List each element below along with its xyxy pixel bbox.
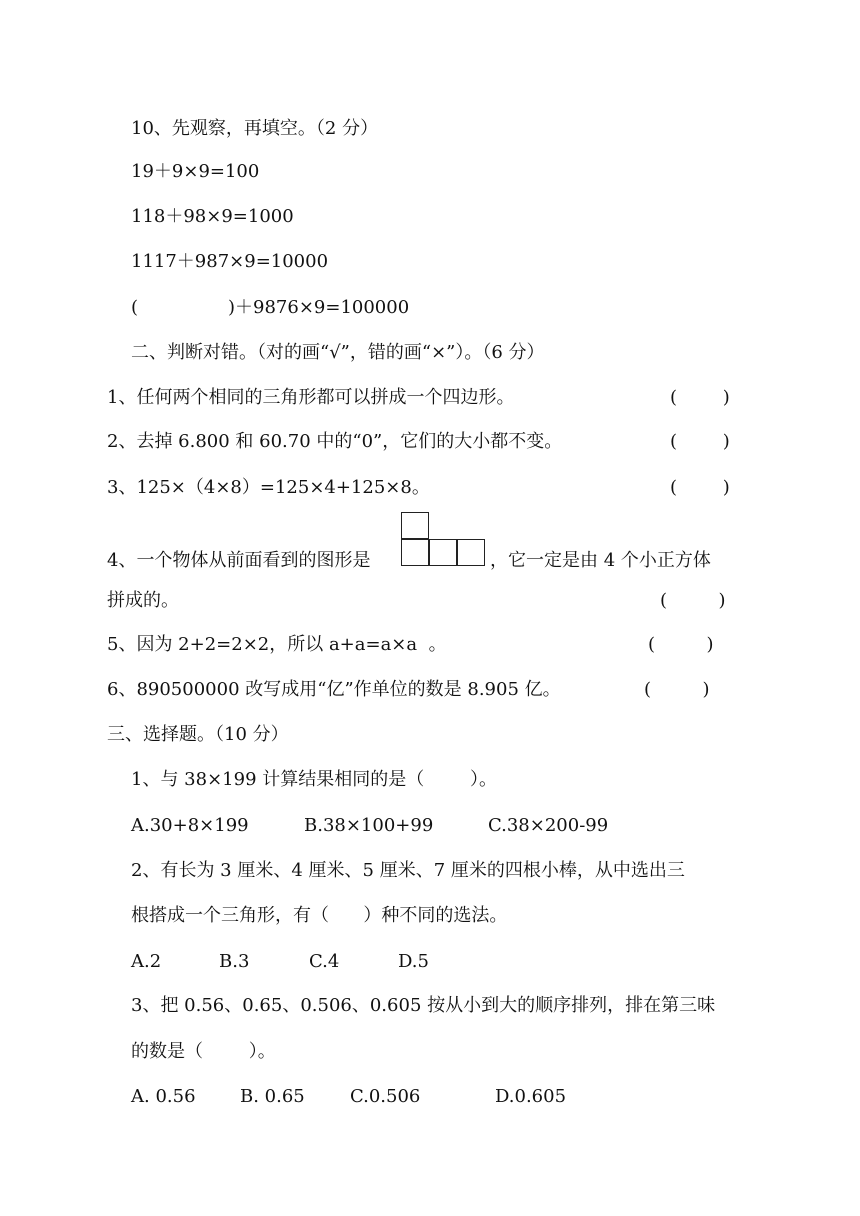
square-bottom-3 (457, 539, 485, 566)
judge-answer-blank-5[interactable]: ( ) (648, 634, 714, 655)
section2-title: 二、判断对错。（对的画“√”，错的画“×”）。（6 分） (131, 342, 545, 363)
judge-item-2: 2、去掉 6.800 和 60.70 中的“0”，它们的大小都不变。 (107, 431, 563, 452)
square-top (401, 512, 429, 539)
choice-q1-option-c[interactable]: C.38×200-99 (488, 815, 609, 836)
q10-equation-4: )＋9876×9=100000 (228, 297, 410, 318)
square-bottom-1 (401, 539, 429, 566)
judge-answer-blank-1[interactable]: ( ) (670, 387, 730, 408)
choice-q3-stem-line1: 3、把 0.56、0.65、0.506、0.605 按从小到大的顺序排列，排在第三味 (131, 995, 716, 1016)
choice-q3-option-c[interactable]: C.0.506 (350, 1086, 421, 1107)
judge-answer-blank-4[interactable]: ( ) (660, 590, 726, 611)
judge-item-4-before: 4、一个物体从前面看到的图形是 (107, 550, 371, 571)
choice-q2-option-a[interactable]: A.2 (131, 951, 162, 972)
choice-q2-option-b[interactable]: B.3 (219, 951, 250, 972)
q10-equation-4-open-paren: ( (131, 297, 139, 318)
judge-answer-blank-3[interactable]: ( ) (670, 477, 730, 498)
choice-q2-stem-line2: 根搭成一个三角形，有（ ）种不同的选法。 (131, 905, 508, 926)
judge-item-4-after: ，它一定是由 4 个小正方体 (490, 550, 711, 571)
choice-q3-option-a[interactable]: A. 0.56 (131, 1086, 196, 1107)
q10-equation-2: 118＋98×9=1000 (131, 206, 294, 227)
judge-item-5: 5、因为 2+2=2×2，所以 a+a=a×a 。 (107, 634, 447, 655)
choice-q3-stem-line2: 的数是（ ）。 (131, 1041, 276, 1062)
section3-title: 三、选择题。（10 分） (107, 724, 289, 745)
choice-q1-option-b[interactable]: B.38×100+99 (304, 815, 434, 836)
front-view-squares-figure (401, 512, 489, 569)
q10-title: 10、先观察，再填空。（2 分） (131, 118, 379, 139)
judge-item-4-line2: 拼成的。 (107, 590, 179, 611)
judge-item-1: 1、任何两个相同的三角形都可以拼成一个四边形。 (107, 387, 515, 408)
judge-answer-blank-6[interactable]: ( ) (644, 679, 710, 700)
choice-q1-option-a[interactable]: A.30+8×199 (131, 815, 249, 836)
choice-q2-option-d[interactable]: D.5 (398, 951, 429, 972)
choice-q2-stem-line1: 2、有长为 3 厘米、4 厘米、5 厘米、7 厘米的四根小棒，从中选出三 (131, 860, 685, 881)
judge-item-3: 3、125×（4×8）=125×4+125×8。 (107, 477, 430, 498)
square-bottom-2 (429, 539, 457, 566)
q10-equation-3: 1117＋987×9=10000 (131, 251, 329, 272)
q10-equation-1: 19＋9×9=100 (131, 161, 260, 182)
judge-item-6: 6、890500000 改写成用“亿”作单位的数是 8.905 亿。 (107, 679, 561, 700)
judge-answer-blank-2[interactable]: ( ) (670, 431, 730, 452)
choice-q3-option-d[interactable]: D.0.605 (495, 1086, 567, 1107)
choice-q3-option-b[interactable]: B. 0.65 (240, 1086, 305, 1107)
choice-q2-option-c[interactable]: C.4 (309, 951, 340, 972)
choice-q1-stem: 1、与 38×199 计算结果相同的是（ ）。 (131, 769, 498, 790)
